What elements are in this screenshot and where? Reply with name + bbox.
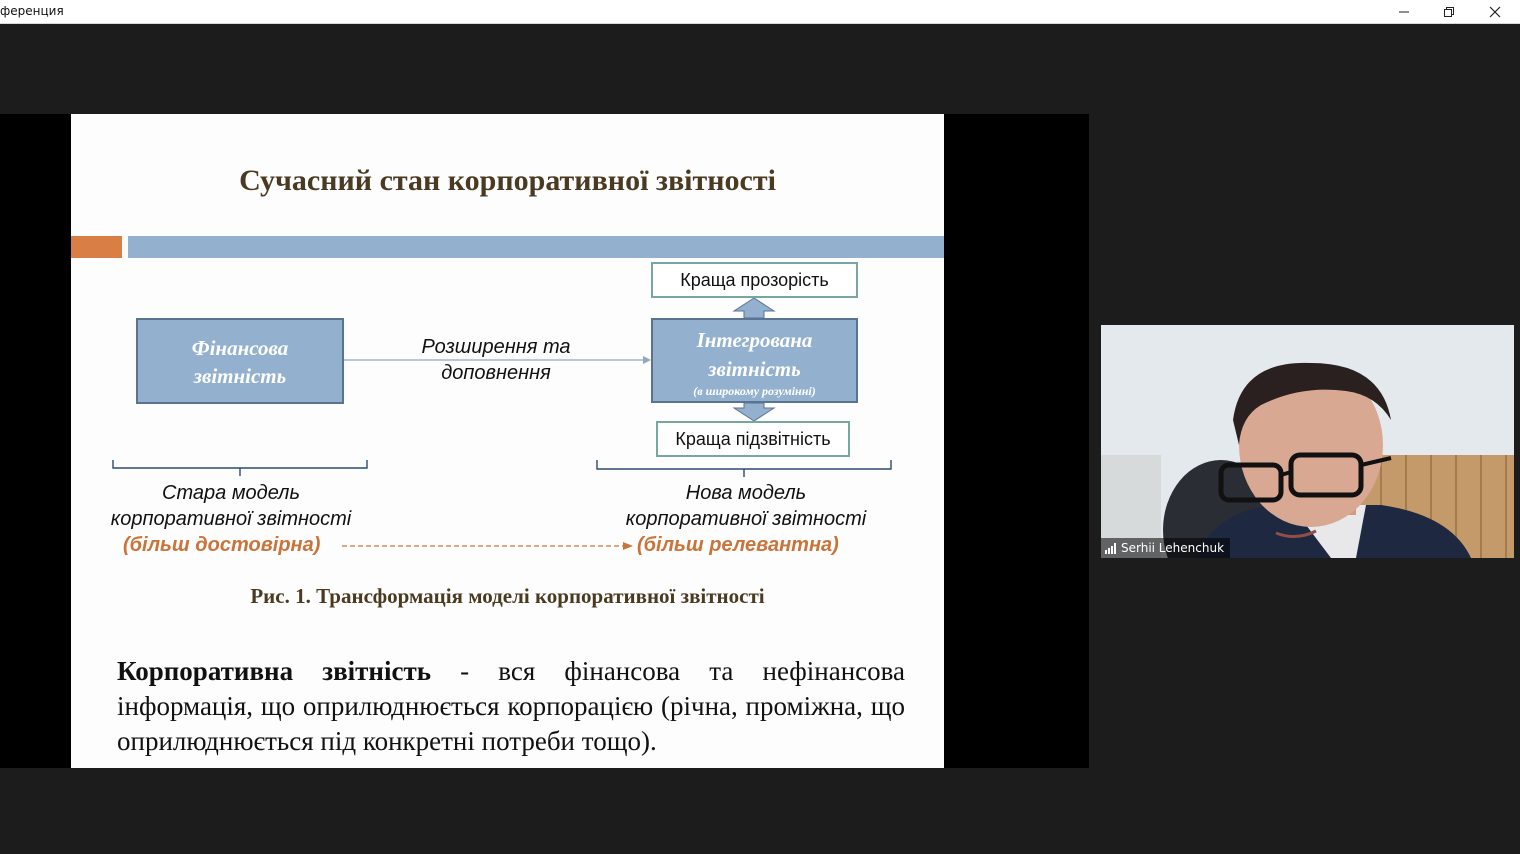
model-label-line: Стара модель	[162, 482, 300, 504]
definition-term: Корпоративна звітність	[117, 656, 431, 686]
restore-icon	[1443, 6, 1455, 18]
old-model-note	[123, 534, 320, 557]
participant-name: Serhii Lehenchuk	[1121, 541, 1225, 555]
restore-button[interactable]	[1426, 0, 1472, 23]
arrow-label	[391, 334, 601, 386]
presentation-slide	[71, 114, 944, 768]
box-label: Фінансова	[191, 336, 289, 360]
minimize-icon	[1398, 6, 1410, 18]
window-title: ференция	[0, 4, 64, 18]
arrow-label-line: Розширення та	[421, 336, 571, 358]
new-model-note	[637, 534, 839, 557]
financial-reporting-box	[136, 318, 344, 404]
definition-body: - вся фінансова та нефінансова інформація, що оприлюднюється корпорацією (річна, проміжна, що оприлюднюється під конкретні потреби тощо).	[117, 656, 906, 756]
box-label: Краща прозорість	[680, 269, 829, 290]
model-note: (більш релевантна)	[637, 534, 839, 556]
box-sublabel: (в широкому розумінні)	[693, 384, 816, 398]
signal-strength-icon	[1105, 543, 1116, 554]
better-accountability-box	[656, 421, 850, 457]
box-label: Інтегрована	[696, 328, 813, 352]
participant-video-feed	[1101, 325, 1514, 558]
model-label-line: Нова модель	[685, 482, 807, 504]
box-label: звітність	[708, 357, 801, 381]
minimize-button[interactable]	[1381, 0, 1427, 23]
model-label-line: корпоративної звітності	[110, 508, 352, 530]
box-label: звітність	[193, 364, 287, 388]
slide-title: Сучасний стан корпоративної звітності	[239, 164, 776, 197]
integrated-reporting-box	[651, 318, 858, 403]
arrow-label-line: доповнення	[441, 362, 551, 384]
participant-name-tag	[1101, 538, 1230, 558]
model-note: (більш достовірна)	[123, 534, 321, 556]
new-model-label	[596, 480, 896, 532]
definition-text	[117, 654, 905, 759]
participant-video-tile[interactable]	[1101, 325, 1514, 558]
close-icon	[1489, 6, 1501, 18]
old-model-label	[81, 480, 381, 532]
model-label-line: корпоративної звітності	[625, 508, 867, 530]
shared-screen[interactable]	[0, 114, 1089, 768]
window-titlebar	[0, 0, 1520, 24]
figure-caption: Рис. 1. Трансформація моделі корпоративної звітності	[250, 584, 765, 608]
box-label: Краща підзвітність	[675, 428, 831, 449]
better-transparency-box	[651, 262, 858, 298]
close-button[interactable]	[1472, 0, 1518, 23]
